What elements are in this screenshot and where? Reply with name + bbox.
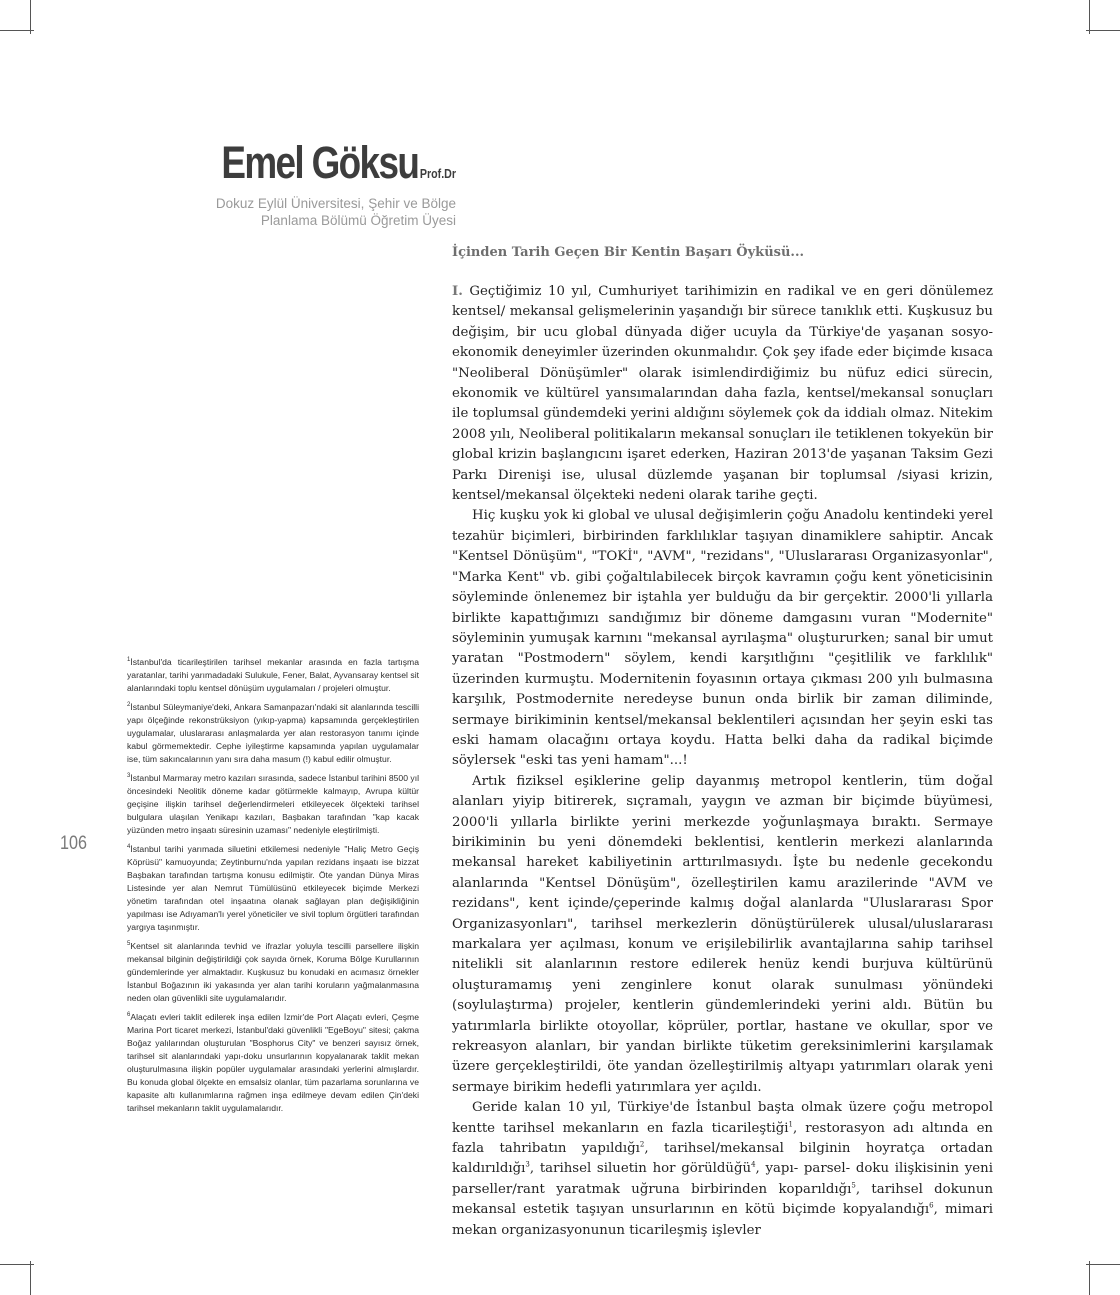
article-subtitle: İçinden Tarih Geçen Bir Kentin Başarı Öyküsü... [452,245,804,260]
footnote-number: 3 [127,773,131,780]
author-name-text: Emel Göksu [221,137,419,188]
footnote-number: 2 [127,702,131,709]
footnote [127,940,419,1005]
author-name [205,137,456,188]
p4-segment: , tarihsel siluetin hor görüldüğü [529,1161,752,1177]
crop-mark-top-left-h [0,30,34,31]
footnote-number: 6 [127,1012,131,1019]
footnote [127,1011,419,1115]
paragraph-3: Artık fiziksel eşiklerine gelip dayanmış metropol kentlerin, tüm doğal alanları yiyip bitirerek, sıçramalı, yaygın ve azman bir biçimde büyümesi, 2000'li yıllarla birlikte yerini merkezde yoğunlaşmaya bıraktı. Sermaye birikiminin bu yeni dönemdeki beklentisi, kentlerin merkezi alanlarında mekansal hareket kabiliyetinin arttırılmasıydı. İşte bu nedenle gecekondu alanlarında "Kentsel Dönüşüm", özelleştirilen kamu arazilerinde "AVM ve rezidans", kent içinde/çeperinde kalmış doğal alanlarda "Uluslararası Spor Organizasyonları", tarihsel merkezlerin dönüştürülerek ulusal/uluslararası markalara yer açılması, konum ve erişilebilirlik avantajlarına sahip tarihsel nitelikli sit alanlarının restore edilerek henüz kendi burjuva kültürünü oluşturamamış yeni zenginlere konut olarak sunulması yönündeki (soylulaştırma) projeler, kentlerin gündemlerindeki yerini aldı. Bütün bu yatırımlarla birlikte otoyollar, köprüler, portlar, hastane ve okullar, spor ve rekreasyon alanları, bir yandan birlikte tüketim gereksinimlerini karşılamak üzere gerçekleştirildi, öte yandan özelleştirilmiş altyapı yatırımları olarak yeni sermaye birikim hedefli yatırımlara yer açıldı. [452,773,993,1095]
footnote-ref: 1 [788,1120,793,1129]
author-block [150,137,456,229]
author-affiliation-line2: Planlama Bölümü Öğretim Üyesi [260,213,456,228]
footnote-text: İstanbul Marmaray metro kazıları sırasında, sadece İstanbul tarihini 8500 yıl öncesindeki Neolitik döneme kadar götürmekle kalmayıp, Avrupa kültür geçişine ilişkin tarihsel değerlendirmeleri etkileyecek ölçekteki tarihsel bulgulara ulaşılan Yenikapı kazıları, Başbakan tarafından "kap kacak yüzünden metro inşaatı süresinin uzaması" nedeniyle eleştirilmişti. [127,773,419,835]
footnote-text: İstanbul tarihi yarımada siluetini etkilemesi nedeniyle "Haliç Metro Geçiş Köprüsü" kamuoyunda; Zeytinburnu'nda yapılan rezidans inşaatı ise bizzat Başbakan tarafından tartışma konusu edilmiştir. Öte yandan Dünya Miras Listesinde yer alan Nemrut Tümülüsünü etkileyecek biçimde Merkezi yönetim tarafından otel inşaatına olanak sağlayan plan değişikliğinin yapılması ise Adıyaman'lı yerel yöneticiler ve sivil toplum örgütleri tarafından yargıya taşınmıştır. [127,844,419,932]
footnote-text: Alaçatı evleri taklit edilerek inşa edilen İzmir'de Port Alaçatı evleri, Çeşme Marina Port ticaret merkezi, İstanbul'daki güvenlikli "EgeBoyu" sitesi; çakma Boğaz yalılarından oluşturulan "Bosphorus City" ve benzeri sayısız örnek, tarihsel sit alanlarındaki yapı-doku unsurlarının kopyalanarak taklit mekan oluşturulmasına ilişkin popüler uygulamalar arasındaki yerlerini almışlardır. Bu konuda global ölçekte en emsalsiz olanlar, tüm pazarlama sorunlarına ve kapasite altı kullanımlarına rağmen inşa edilmeye devam edilen Çin'deki tarihsel mekanların taklit uygulamalarıdır. [127,1012,419,1113]
crop-mark-bottom-right-h [1086,1264,1120,1265]
crop-mark-top-right-v [1089,0,1090,34]
author-affiliation-line1: Dokuz Eylül Üniversitesi, Şehir ve Bölge [215,196,456,211]
p4-segment: , mimari mekan organizasyonunun ticarileşmiş işlevler [452,1202,993,1238]
author-title: Prof.Dr [419,166,456,181]
footnote-number: 5 [127,941,131,948]
paragraph-4 [452,1098,993,1241]
p4-segment: , tarihsel/mekansal bilginin hoyratça ortadan kaldırıldığı [452,1141,993,1177]
p4-segment: Geride kalan 10 yıl, Türkiye'de İstanbul başta olmak üzere çoğu metropol kentte tarihsel mekanların en fazla ticarileştiği [452,1100,993,1136]
footnote-ref: 6 [929,1201,934,1210]
p4-segment: , yapı- parsel- doku ilişkisinin yeni parseller/rant yaratmak uğruna birbirinden koparıldığı [452,1161,993,1197]
p4-segment: , tarihsel dokunun mekansal estetik taşıyan unsurlarının en kötü biçimde kopyalandığı [452,1181,994,1218]
footnote [127,772,419,837]
footnote-text: İstanbul Süleymaniye'deki, Ankara Samanpazarı'ndaki sit alanlarında tescilli yapı ölçeğinde rekonstrüksiyon (yıkıp-yapma) kapsamında gerçekleştirilen uygulamalar, uluslararası anlaşmalarda yer alan restorasyon tanımı içinde kabul görmemektedir. Cephe iyileştirme kapsamında yapılan uygulamalar ise, tüm sakıncalarının yanı sıra daha masum (!) kabul edilir olmuştur. [127,702,419,764]
footnote-text: İstanbul'da ticarileştirilen tarihsel mekanlar arasında en fazla tartışma yaratanlar, tarihi yarımadadaki Sulukule, Fener, Balat, Ayvansaray kentsel sit alanlarındaki toplu kentsel dönüşüm uygulamaları / projeleri olmuştur. [127,657,419,693]
crop-mark-top-right-h [1086,30,1120,31]
footnote-ref: 4 [751,1161,756,1170]
footnote-ref: 5 [851,1181,856,1190]
crop-mark-bottom-right-v [1089,1261,1090,1295]
paragraph-1 [452,282,993,506]
footnote-text: Kentsel sit alanlarında tevhid ve ifrazlar yoluyla tescilli parsellere ilişkin mekansal bilginin değiştirildiği çok sayıda örnek, Koruma Bölge Kurullarının gündemlerinde yer almaktadır. Kuşkusuz bu konudaki en acımasız örnekler İstanbul Boğazının iki yakasında yer alan tarihi koruların yağmalanmasına neden olan güvenlikli site uygulamalarıdır. [127,941,419,1003]
footnote-number: 4 [127,844,131,851]
footnote [127,701,419,766]
footnotes [127,656,419,1121]
paragraph-1-text: Geçtiğimiz 10 yıl, Cumhuriyet tarihimizin en radikal ve en geri dönülemez kentsel/ mekansal gelişmelerinin yaşandığı bir sürece tanıklık etti. Kuşkusuz bu değişim, bir ucu global dünyada diğer ucuyla da Türkiye'de yaşanan sosyo-ekonomik deneyimler üzerinden okunmalıdır. Çok şey ifade eder biçimde kısaca "Neoliberal Dönüşümler" olarak isimlendirdiğimiz bu nüfuz edici sürecin, ekonomik ve kültürel yansımalarından daha fazla, kentsel/mekansal sonuçları ile toplumsal gündemdeki yerini aldığını söylemek çok da iddialı olmaz. Nitekim 2008 yılı, Neoliberal politikaların mekansal sonuçları ile tetiklenen tokyekün bir global krizin başlangıcını işaret ederken, Haziran 2013'de yaşanan Taksim Gezi Parkı Direnişi ise, ulusal düzlemde yaşanan bir toplumsal /siyasi krizin, kentsel/mekansal ölçekteki nedeni olarak tarihe geçti. [452,284,993,504]
footnote [127,656,419,695]
p4-segment: , restorasyon adı altında en fazla tahribatın yapıldığı [452,1120,993,1157]
footnote-number: 1 [127,657,131,664]
section-marker: I. [452,284,463,299]
footnote-ref: 3 [525,1161,530,1170]
article-body [452,282,993,1241]
footnote [127,843,419,934]
paragraph-2: Hiç kuşku yok ki global ve ulusal değişimlerin çoğu Anadolu kentindeki yerel tezahür biçimleri, birbirinden farklılıklar taşıyan dinamiklere sahiptir. Ancak "Kentsel Dönüşüm", "TOKİ", "AVM", "rezidans", "Uluslararası Organizasyonlar", "Marka Kent" vb. gibi çoğaltılabilecek birçok kavramın çoğu kent yöneticisinin söyleminde önlenemez bir iştahla yer bulduğu da bir gerçektir. 2000'li yıllarla birlikte kapattığımızı sandığımız bir döneme damgasını vuran "Modernite" söyleminin yumuşak karnını "mekansal ayrılaşma" oluştururken; sanal bir umut yaratan "Postmodern" söylem, kendi karşıtlığını "çeşitlilik ve farklılık" üzerinden kurmuştu. Modernitenin foyasının ortaya çıkması 200 yılı bulmasına karşılık, Postmodernite neredeyse bunun onda birlik bir zaman diliminde, sermaye birikiminin kentsel/mekansal beklentileri açısından her şeyin eski tas eski hamam olacağını ortaya koydu. Hatta belki daha da radikal biçimde söylersek "eski tas yeni hamam"...! [452,508,993,769]
crop-mark-bottom-left-h [0,1264,34,1265]
footnote-ref: 2 [639,1140,645,1149]
page-number: 106 [60,833,87,854]
crop-mark-top-left-v [30,0,31,34]
crop-mark-bottom-left-v [30,1261,31,1295]
